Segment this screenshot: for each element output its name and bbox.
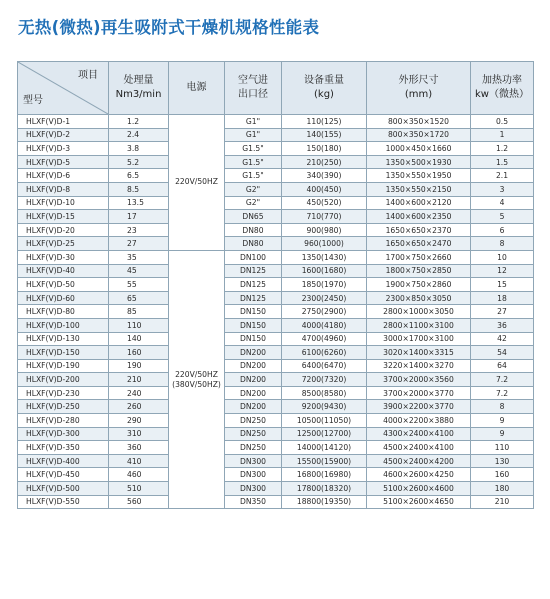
cell-port: G2" xyxy=(225,182,282,196)
cell-dimensions: 1700×750×2660 xyxy=(367,250,471,264)
cell-flow: 310 xyxy=(109,427,169,441)
cell-dimensions: 3900×2200×3770 xyxy=(367,400,471,414)
cell-weight: 2750(2900) xyxy=(282,305,367,319)
cell-heating-power: 130 xyxy=(471,454,534,468)
cell-heating-power: 210 xyxy=(471,495,534,509)
header-model-label: 型号 xyxy=(23,95,43,106)
header-dimensions: 外形尺寸 (mm) xyxy=(367,62,471,115)
cell-weight: 17800(18320) xyxy=(282,482,367,496)
cell-weight: 710(770) xyxy=(282,210,367,224)
cell-weight: 1350(1430) xyxy=(282,250,367,264)
cell-heating-power: 9 xyxy=(471,414,534,428)
cell-flow: 510 xyxy=(109,482,169,496)
table-row xyxy=(18,142,534,156)
cell-flow: 260 xyxy=(109,400,169,414)
cell-model: HLXF(V)D-300 xyxy=(18,427,109,441)
cell-port: DN200 xyxy=(225,386,282,400)
cell-flow: 290 xyxy=(109,414,169,428)
header-heating-power: 加热功率 kw（微热） xyxy=(471,62,534,115)
cell-model: HLXF(V)D-550 xyxy=(18,495,109,509)
cell-model: HLXF(V)D-30 xyxy=(18,250,109,264)
cell-weight: 150(180) xyxy=(282,142,367,156)
cell-dimensions: 3700×2000×3560 xyxy=(367,373,471,387)
cell-dimensions: 1350×500×1930 xyxy=(367,155,471,169)
cell-heating-power: 18 xyxy=(471,291,534,305)
cell-heating-power: 1 xyxy=(471,128,534,142)
cell-heating-power: 27 xyxy=(471,305,534,319)
table-row xyxy=(18,482,534,496)
header-item-label: 项目 xyxy=(78,70,98,81)
header-flow: 处理量 Nm3/min xyxy=(109,62,169,115)
cell-model: HLXF(V)D-350 xyxy=(18,441,109,455)
cell-heating-power: 160 xyxy=(471,468,534,482)
cell-heating-power: 15 xyxy=(471,278,534,292)
header-weight: 设备重量 (kg) xyxy=(282,62,367,115)
cell-dimensions: 3220×1400×3270 xyxy=(367,359,471,373)
cell-weight: 340(390) xyxy=(282,169,367,183)
page-title: 无热(微热)再生吸附式干燥机规格性能表 xyxy=(18,18,320,37)
cell-dimensions: 1650×650×2470 xyxy=(367,237,471,251)
cell-heating-power: 42 xyxy=(471,332,534,346)
cell-flow: 6.5 xyxy=(109,169,169,183)
table-row xyxy=(18,182,534,196)
cell-flow: 210 xyxy=(109,373,169,387)
cell-dimensions: 800×350×1520 xyxy=(367,115,471,129)
cell-dimensions: 2800×1100×3100 xyxy=(367,318,471,332)
cell-flow: 45 xyxy=(109,264,169,278)
cell-flow: 190 xyxy=(109,359,169,373)
cell-port: DN150 xyxy=(225,332,282,346)
table-row xyxy=(18,291,534,305)
cell-flow: 5.2 xyxy=(109,155,169,169)
cell-port: DN350 xyxy=(225,495,282,509)
cell-port: DN250 xyxy=(225,441,282,455)
table-row xyxy=(18,427,534,441)
cell-heating-power: 5 xyxy=(471,210,534,224)
cell-dimensions: 1400×600×2350 xyxy=(367,210,471,224)
cell-port: DN300 xyxy=(225,468,282,482)
cell-dimensions: 1650×650×2370 xyxy=(367,223,471,237)
table-row xyxy=(18,223,534,237)
cell-model: HLXF(V)D-15 xyxy=(18,210,109,224)
cell-weight: 16800(16980) xyxy=(282,468,367,482)
header-power: 电源 xyxy=(169,62,225,115)
cell-heating-power: 9 xyxy=(471,427,534,441)
cell-flow: 35 xyxy=(109,250,169,264)
cell-model: HLXF(V)D-40 xyxy=(18,264,109,278)
cell-model: HLXF(V)D-2 xyxy=(18,128,109,142)
cell-model: HLXF(V)D-450 xyxy=(18,468,109,482)
cell-weight: 450(520) xyxy=(282,196,367,210)
table-row xyxy=(18,359,534,373)
cell-flow: 17 xyxy=(109,210,169,224)
cell-port: DN250 xyxy=(225,427,282,441)
table-row xyxy=(18,346,534,360)
table-row xyxy=(18,332,534,346)
cell-port: DN65 xyxy=(225,210,282,224)
spec-table-body xyxy=(18,115,534,509)
table-row xyxy=(18,128,534,142)
spec-table xyxy=(17,61,534,509)
cell-port: DN150 xyxy=(225,305,282,319)
cell-model: HLXF(V)D-8 xyxy=(18,182,109,196)
cell-heating-power: 4 xyxy=(471,196,534,210)
cell-port: DN200 xyxy=(225,346,282,360)
cell-heating-power: 7.2 xyxy=(471,373,534,387)
cell-weight: 10500(11050) xyxy=(282,414,367,428)
cell-flow: 3.8 xyxy=(109,142,169,156)
cell-heating-power: 7.2 xyxy=(471,386,534,400)
cell-flow: 65 xyxy=(109,291,169,305)
cell-weight: 12500(12700) xyxy=(282,427,367,441)
table-row xyxy=(18,264,534,278)
cell-heating-power: 0.5 xyxy=(471,115,534,129)
cell-weight: 2300(2450) xyxy=(282,291,367,305)
cell-weight: 400(450) xyxy=(282,182,367,196)
cell-flow: 140 xyxy=(109,332,169,346)
cell-flow: 110 xyxy=(109,318,169,332)
table-row xyxy=(18,373,534,387)
cell-dimensions: 4600×2600×4250 xyxy=(367,468,471,482)
cell-port: DN200 xyxy=(225,359,282,373)
cell-model: HLXF(V)D-250 xyxy=(18,400,109,414)
cell-weight: 9200(9430) xyxy=(282,400,367,414)
cell-port: DN125 xyxy=(225,264,282,278)
cell-port: G1" xyxy=(225,128,282,142)
table-row xyxy=(18,468,534,482)
cell-port: DN80 xyxy=(225,237,282,251)
cell-weight: 1600(1680) xyxy=(282,264,367,278)
cell-model: HLXF(V)D-190 xyxy=(18,359,109,373)
cell-heating-power: 2.1 xyxy=(471,169,534,183)
cell-port: G1" xyxy=(225,115,282,129)
cell-port: DN200 xyxy=(225,400,282,414)
table-row xyxy=(18,237,534,251)
table-row xyxy=(18,386,534,400)
cell-dimensions: 3700×2000×3770 xyxy=(367,386,471,400)
cell-model: HLXF(V)D-50 xyxy=(18,278,109,292)
table-row xyxy=(18,305,534,319)
cell-model: HLXF(V)D-100 xyxy=(18,318,109,332)
cell-port: DN300 xyxy=(225,482,282,496)
cell-model: HLXF(V)D-200 xyxy=(18,373,109,387)
cell-model: HLXF(V)D-20 xyxy=(18,223,109,237)
cell-weight: 18800(19350) xyxy=(282,495,367,509)
table-row xyxy=(18,454,534,468)
cell-port: DN125 xyxy=(225,278,282,292)
cell-heating-power: 3 xyxy=(471,182,534,196)
table-row xyxy=(18,414,534,428)
cell-dimensions: 5100×2600×4600 xyxy=(367,482,471,496)
cell-port: DN150 xyxy=(225,318,282,332)
cell-dimensions: 1800×750×2850 xyxy=(367,264,471,278)
cell-port: DN125 xyxy=(225,291,282,305)
cell-flow: 160 xyxy=(109,346,169,360)
cell-power: 220V/50HZ (380V/50HZ) xyxy=(169,250,225,508)
cell-flow: 240 xyxy=(109,386,169,400)
cell-model: HLXF(V)D-500 xyxy=(18,482,109,496)
cell-dimensions: 1900×750×2860 xyxy=(367,278,471,292)
cell-dimensions: 5100×2600×4650 xyxy=(367,495,471,509)
cell-model: HLXF(V)D-3 xyxy=(18,142,109,156)
cell-heating-power: 64 xyxy=(471,359,534,373)
cell-weight: 6400(6470) xyxy=(282,359,367,373)
cell-heating-power: 8 xyxy=(471,237,534,251)
cell-flow: 85 xyxy=(109,305,169,319)
cell-weight: 6100(6260) xyxy=(282,346,367,360)
cell-dimensions: 2300×850×3050 xyxy=(367,291,471,305)
table-row xyxy=(18,196,534,210)
cell-dimensions: 1000×450×1660 xyxy=(367,142,471,156)
cell-flow: 1.2 xyxy=(109,115,169,129)
cell-heating-power: 10 xyxy=(471,250,534,264)
cell-flow: 560 xyxy=(109,495,169,509)
cell-power: 220V/50HZ xyxy=(169,115,225,251)
cell-model: HLXF(V)D-150 xyxy=(18,346,109,360)
cell-heating-power: 12 xyxy=(471,264,534,278)
table-row xyxy=(18,400,534,414)
cell-weight: 7200(7320) xyxy=(282,373,367,387)
cell-model: HLXF(V)D-25 xyxy=(18,237,109,251)
cell-dimensions: 1350×550×2150 xyxy=(367,182,471,196)
cell-flow: 27 xyxy=(109,237,169,251)
cell-weight: 110(125) xyxy=(282,115,367,129)
cell-heating-power: 8 xyxy=(471,400,534,414)
table-row xyxy=(18,495,534,509)
cell-flow: 410 xyxy=(109,454,169,468)
cell-model: HLXF(V)D-80 xyxy=(18,305,109,319)
cell-flow: 2.4 xyxy=(109,128,169,142)
cell-flow: 460 xyxy=(109,468,169,482)
cell-heating-power: 1.5 xyxy=(471,155,534,169)
table-row xyxy=(18,155,534,169)
cell-dimensions: 2800×1000×3050 xyxy=(367,305,471,319)
cell-model: HLXF(V)D-5 xyxy=(18,155,109,169)
table-row xyxy=(18,250,534,264)
cell-dimensions: 1400×600×2120 xyxy=(367,196,471,210)
cell-port: DN80 xyxy=(225,223,282,237)
cell-weight: 960(1000) xyxy=(282,237,367,251)
cell-flow: 55 xyxy=(109,278,169,292)
cell-model: HLXF(V)D-400 xyxy=(18,454,109,468)
cell-flow: 13.5 xyxy=(109,196,169,210)
cell-dimensions: 4000×2200×3880 xyxy=(367,414,471,428)
cell-port: G1.5" xyxy=(225,169,282,183)
cell-weight: 1850(1970) xyxy=(282,278,367,292)
cell-weight: 4000(4180) xyxy=(282,318,367,332)
cell-dimensions: 1350×550×1950 xyxy=(367,169,471,183)
cell-weight: 4700(4960) xyxy=(282,332,367,346)
cell-dimensions: 4300×2400×4100 xyxy=(367,427,471,441)
cell-heating-power: 36 xyxy=(471,318,534,332)
table-row xyxy=(18,441,534,455)
cell-model: HLXF(V)D-10 xyxy=(18,196,109,210)
cell-port: DN250 xyxy=(225,414,282,428)
cell-weight: 8500(8580) xyxy=(282,386,367,400)
cell-port: G1.5" xyxy=(225,155,282,169)
cell-heating-power: 1.2 xyxy=(471,142,534,156)
table-header-row xyxy=(18,62,534,115)
cell-port: G2" xyxy=(225,196,282,210)
cell-port: DN300 xyxy=(225,454,282,468)
cell-port: G1.5" xyxy=(225,142,282,156)
cell-port: DN200 xyxy=(225,373,282,387)
cell-flow: 8.5 xyxy=(109,182,169,196)
cell-heating-power: 54 xyxy=(471,346,534,360)
cell-heating-power: 110 xyxy=(471,441,534,455)
table-row xyxy=(18,115,534,129)
cell-heating-power: 180 xyxy=(471,482,534,496)
cell-weight: 210(250) xyxy=(282,155,367,169)
cell-dimensions: 4500×2400×4200 xyxy=(367,454,471,468)
table-row xyxy=(18,210,534,224)
cell-weight: 14000(14120) xyxy=(282,441,367,455)
cell-flow: 360 xyxy=(109,441,169,455)
cell-model: HLXF(V)D-130 xyxy=(18,332,109,346)
cell-weight: 900(980) xyxy=(282,223,367,237)
header-diagonal-cell xyxy=(18,62,109,115)
cell-heating-power: 6 xyxy=(471,223,534,237)
table-row xyxy=(18,169,534,183)
cell-model: HLXF(V)D-230 xyxy=(18,386,109,400)
table-row xyxy=(18,318,534,332)
table-row xyxy=(18,278,534,292)
cell-dimensions: 3020×1400×3315 xyxy=(367,346,471,360)
cell-model: HLXF(V)D-6 xyxy=(18,169,109,183)
cell-port: DN100 xyxy=(225,250,282,264)
cell-dimensions: 4500×2400×4100 xyxy=(367,441,471,455)
cell-dimensions: 3000×1700×3100 xyxy=(367,332,471,346)
cell-dimensions: 800×350×1720 xyxy=(367,128,471,142)
cell-weight: 15500(15900) xyxy=(282,454,367,468)
cell-model: HLXF(V)D-60 xyxy=(18,291,109,305)
cell-model: HLXF(V)D-1 xyxy=(18,115,109,129)
cell-weight: 140(155) xyxy=(282,128,367,142)
cell-flow: 23 xyxy=(109,223,169,237)
header-port: 空气进 出口径 xyxy=(225,62,282,115)
cell-model: HLXF(V)D-280 xyxy=(18,414,109,428)
